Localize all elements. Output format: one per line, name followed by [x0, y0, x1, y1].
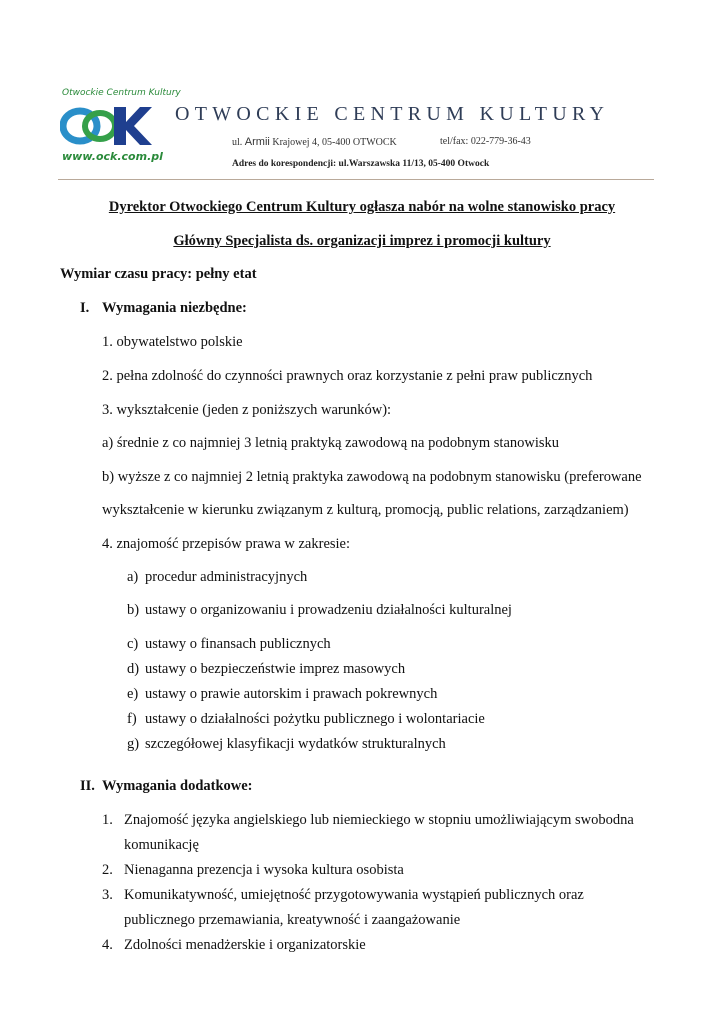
additional-item-text: publicznego przemawiania, kreatywność i zaangażowanie	[124, 912, 461, 928]
additional-item-number: 4.	[102, 937, 113, 953]
requirement-line: wykształcenie w kierunku związanym z kulturą, promocją, public relations, zarządzaniem)	[102, 502, 629, 518]
announcement-title: Dyrektor Otwockiego Centrum Kultury ogłasza nabór na wolne stanowisko pracy	[108, 199, 616, 215]
additional-item-text: Komunikatywność, umiejętność przygotowywania wystąpień publicznych oraz	[124, 887, 584, 903]
additional-item-number: 1.	[102, 812, 113, 828]
law-item-marker: d)	[127, 661, 140, 677]
law-item-text: ustawy o finansach publicznych	[145, 636, 331, 652]
law-item-text: ustawy o działalności pożytku publicznego i wolontariacie	[145, 711, 485, 727]
requirement-line: 3. wykształcenie (jeden z poniższych warunków):	[102, 402, 392, 418]
position-title: Główny Specjalista ds. organizacji imprez i promocji kultury	[173, 233, 551, 249]
requirement-line: a) średnie z co najmniej 3 letnią praktyką zawodową na podobnym stanowisku	[102, 435, 560, 451]
section-2-title: Wymagania dodatkowe:	[102, 778, 253, 794]
additional-item-number: 3.	[102, 887, 113, 903]
organization-name: OTWOCKIE CENTRUM KULTURY	[175, 103, 610, 125]
correspondence-address: Adres do korespondencji: ul.Warszawska 11/13, 05-400 Otwock	[232, 159, 490, 169]
logo-caption: Otwockie Centrum Kultury	[62, 88, 181, 98]
law-item-marker: f)	[127, 711, 137, 727]
requirement-line: 1. obywatelstwo polskie	[102, 334, 243, 350]
requirement-line: 2. pełna zdolność do czynności prawnych oraz korzystanie z pełni praw publicznych	[102, 368, 593, 384]
additional-item-text: komunikację	[124, 837, 199, 853]
address-rest: Krajowej 4, 05-400 OTWOCK	[272, 137, 397, 148]
address-line	[232, 136, 397, 148]
law-item-marker: c)	[127, 636, 139, 652]
worktime: Wymiar czasu pracy: pełny etat	[60, 266, 257, 282]
address-armii: Armii	[244, 136, 270, 148]
law-item-text: ustawy o organizowaniu i prowadzeniu działalności kulturalnej	[145, 602, 512, 618]
law-item-marker: e)	[127, 686, 139, 702]
law-item-marker: g)	[127, 736, 140, 752]
additional-item-text: Nienaganna prezencja i wysoka kultura osobista	[124, 862, 404, 878]
requirement-line: b) wyższe z co najmniej 2 letnią praktyka zawodową na podobnym stanowisku (preferowane	[102, 469, 642, 485]
law-item-marker: a)	[127, 569, 139, 585]
law-item-text: szczegółowej klasyfikacji wydatków strukturalnych	[145, 736, 446, 752]
additional-item-text: Zdolności menadżerskie i organizatorskie	[124, 937, 366, 953]
requirement-line: 4. znajomość przepisów prawa w zakresie:	[102, 536, 351, 552]
law-item-text: ustawy o prawie autorskim i prawach pokrewnych	[145, 686, 438, 702]
section-1-numeral: I.	[80, 300, 90, 316]
section-2-numeral: II.	[80, 778, 95, 794]
address-prefix: ul.	[232, 137, 243, 148]
law-item-text: procedur administracyjnych	[145, 569, 308, 585]
section-1-title: Wymagania niezbędne:	[102, 300, 247, 316]
additional-item-text: Znajomość języka angielskiego lub niemieckiego w stopniu umożliwiającym swobodna	[124, 812, 634, 828]
law-item-text: ustawy o bezpieczeństwie imprez masowych	[145, 661, 406, 677]
telfax-line: tel/fax: 022-779-36-43	[440, 136, 531, 147]
ock-logo	[60, 103, 152, 149]
header-divider	[58, 179, 654, 180]
additional-item-number: 2.	[102, 862, 113, 878]
logo-website: www.ock.com.pl	[62, 150, 163, 163]
law-item-marker: b)	[127, 602, 140, 618]
